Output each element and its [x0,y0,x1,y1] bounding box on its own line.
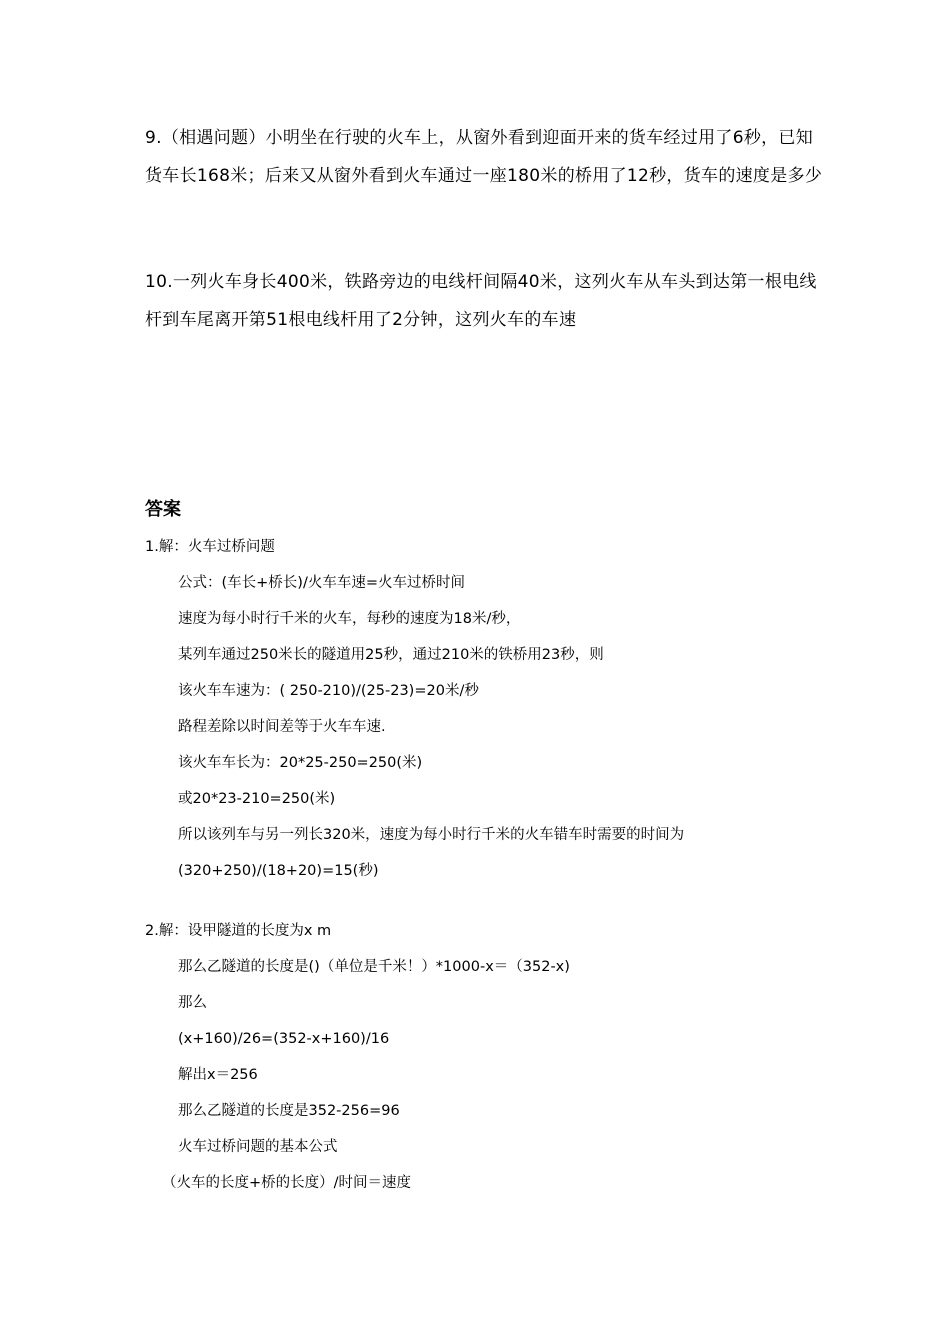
answer-1-line: 路程差除以时间差等于火车车速. [178,719,386,735]
answer-1-line: 所以该列车与另一列长320米，速度为每小时行千米的火车错车时需要的时间为 [178,827,685,843]
answer-heading: 答案 [145,499,181,520]
answer-2-line: (x+160)/26=(352-x+160)/16 [178,1031,390,1047]
answer-1-line: 该火车车速为：( 250-210)/(25-23)=20米/秒 [178,683,479,699]
answer-2-line: 那么乙隧道的长度是()（单位是千米！）*1000-x＝（352-x) [178,959,570,975]
answer-2-line: （火车的长度+桥的长度）/时间＝速度 [162,1175,412,1191]
answer-1-line: 该火车车长为：20*25-250=250(米) [178,755,423,771]
answer-1-line: 速度为每小时行千米的火车，每秒的速度为18米/秒， [178,611,521,627]
question-10: 10.一列火车身长400米，铁路旁边的电线杆间隔40米，这列火车从车头到达第一根电线杆到车尾离开第51根电线杆用了2分钟，这列火车的车速 [145,272,817,330]
answer-2-line: 那么 [178,995,207,1011]
answer-2-line: 解出x＝256 [178,1067,258,1083]
answer-1-line: 或20*23-210=250(米) [178,791,336,807]
answer-1-line: (320+250)/(18+20)=15(秒) [178,863,379,879]
answer-1-line: 某列车通过250米长的隧道用25秒，通过210米的铁桥用23秒，则 [178,647,604,663]
question-9: 9.（相遇问题）小明坐在行驶的火车上，从窗外看到迎面开来的货车经过用了6秒，已知货车长168米；后来又从窗外看到火车通过一座180米的桥用了12秒，货车的速度是多少 [145,128,823,186]
answer-1-title: 1.解：火车过桥问题 [145,539,275,555]
answer-2-title: 2.解：设甲隧道的长度为x m [145,923,332,939]
answer-2-line: 那么乙隧道的长度是352-256=96 [178,1103,400,1119]
answer-1-line: 公式：(车长+桥长)/火车车速=火车过桥时间 [178,575,465,591]
answer-2-line: 火车过桥问题的基本公式 [178,1139,338,1155]
